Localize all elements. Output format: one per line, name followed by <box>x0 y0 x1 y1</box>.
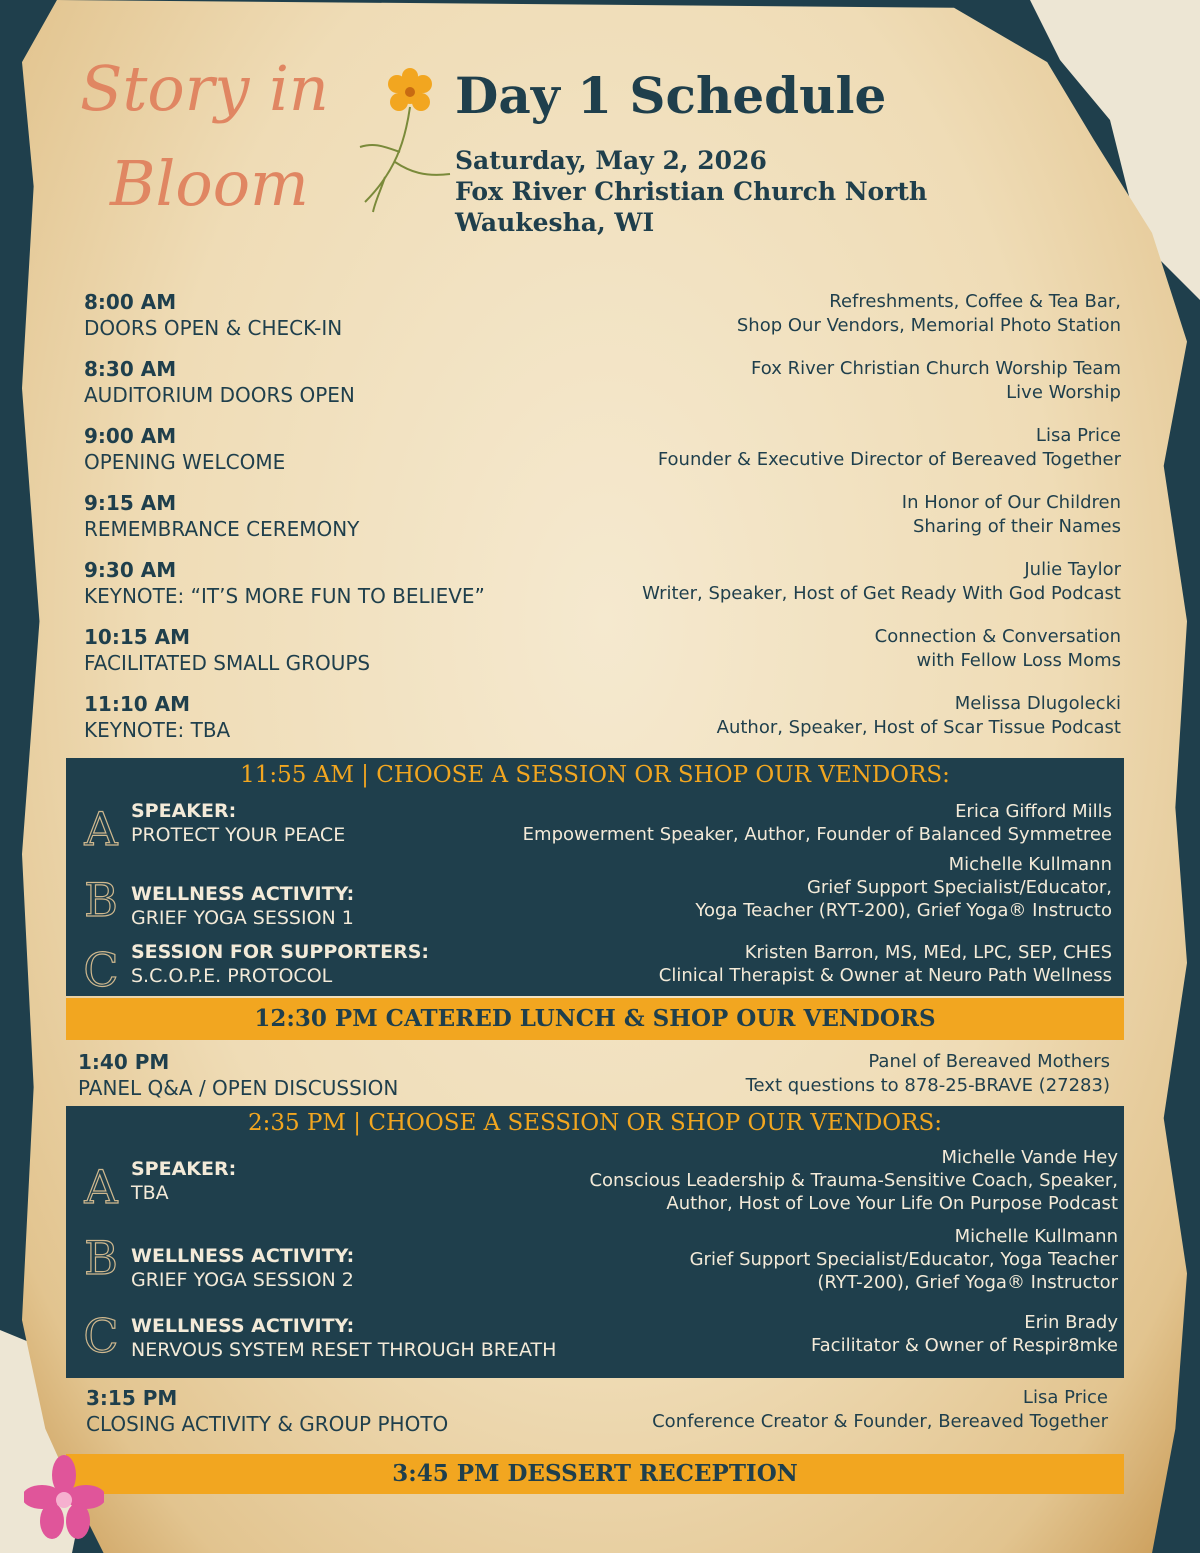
option-type: SPEAKER: <box>131 800 237 822</box>
schedule-event: DOORS OPEN & CHECK-IN <box>84 316 343 340</box>
dessert-banner: 3:45 PM DESSERT RECEPTION <box>66 1454 1124 1494</box>
option-detail: Erin Brady Facilitator & Owner of Respir8mke <box>810 1312 1118 1356</box>
schedule-row <box>84 290 1121 350</box>
option-detail: Michelle Kullmann Grief Support Specialist/Educator, Yoga Teacher (RYT-200), Grief Yoga® Instructo <box>695 854 1112 921</box>
session-option-c <box>76 1311 1118 1371</box>
schedule-detail: Refreshments, Coffee & Tea Bar, Shop Our Vendors, Memorial Photo Station <box>736 291 1121 336</box>
schedule-time: 9:30 AM <box>84 558 177 582</box>
letter-b-icon: B <box>84 1231 118 1285</box>
schedule-detail: Fox River Christian Church Worship Team Live Worship <box>751 358 1121 403</box>
session-option-b <box>76 854 1112 941</box>
schedule-time: 11:10 AM <box>84 692 191 716</box>
schedule-detail: Panel of Bereaved Mothers Text questions to 878-25-BRAVE (27283) <box>745 1051 1110 1096</box>
schedule-time: 8:00 AM <box>84 290 177 314</box>
session-option-c <box>76 941 1112 996</box>
option-type: SESSION FOR SUPPORTERS: <box>131 941 430 963</box>
option-title: GRIEF YOGA SESSION 1 <box>131 907 354 929</box>
schedule-row <box>84 357 1121 417</box>
session-heading: 2:35 PM | CHOOSE A SESSION OR SHOP OUR VENDORS: <box>248 1110 942 1136</box>
option-title: PROTECT YOUR PEACE <box>131 824 346 846</box>
logo-line-1: Story in <box>80 52 329 125</box>
session-heading: 11:55 AM | CHOOSE A SESSION OR SHOP OUR VENDORS: <box>240 762 950 788</box>
option-title: NERVOUS SYSTEM RESET THROUGH BREATH <box>131 1339 557 1361</box>
option-title: S.C.O.P.E. PROTOCOL <box>131 965 333 987</box>
option-type: WELLNESS ACTIVITY: <box>131 1245 355 1267</box>
option-detail: Michelle Kullmann Grief Support Specialist/Educator, Yoga Teacher (RYT-200), Grief Yoga® Instructor <box>689 1226 1118 1293</box>
schedule-detail: Connection & Conversation with Fellow Loss Moms <box>874 626 1121 671</box>
schedule-event: OPENING WELCOME <box>84 450 286 474</box>
option-detail: Erica Gifford Mills Empowerment Speaker, Author, Founder of Balanced Symmetree <box>522 801 1112 845</box>
option-type: WELLNESS ACTIVITY: <box>131 883 355 905</box>
schedule-time: 9:15 AM <box>84 491 177 515</box>
letter-c-icon: C <box>83 943 119 997</box>
schedule-detail: In Honor of Our Children Sharing of their Names <box>901 492 1121 537</box>
option-title: TBA <box>131 1182 169 1204</box>
schedule-time: 3:15 PM <box>86 1386 178 1410</box>
option-detail: Michelle Vande Hey Conscious Leadership & Trauma-Sensitive Coach, Speaker, Author, Host of Love Your Life On Purpose Podcast <box>589 1147 1118 1214</box>
event-venue: Fox River Christian Church North <box>455 177 928 206</box>
schedule-event: REMEMBRANCE CEREMONY <box>84 517 360 541</box>
option-detail: Kristen Barron, MS, MEd, LPC, SEP, CHES Clinical Therapist & Owner at Neuro Path Wellness <box>658 942 1112 986</box>
page-title: Day 1 Schedule <box>455 66 887 125</box>
letter-a-icon: A <box>84 802 118 856</box>
letter-c-icon: C <box>83 1309 119 1363</box>
letter-a-icon: A <box>84 1160 118 1214</box>
event-date: Saturday, May 2, 2026 <box>455 146 767 175</box>
schedule-time: 1:40 PM <box>78 1050 170 1074</box>
schedule-row <box>84 424 1121 484</box>
option-type: SPEAKER: <box>131 1158 237 1180</box>
schedule-row <box>86 1386 1108 1446</box>
schedule-row <box>84 558 1121 618</box>
schedule-time: 9:00 AM <box>84 424 177 448</box>
schedule-detail: Melissa Dlugolecki Author, Speaker, Host of Scar Tissue Podcast <box>716 693 1121 738</box>
schedule-event: PANEL Q&A / OPEN DISCUSSION <box>78 1076 399 1100</box>
schedule-event: KEYNOTE: “IT’S MORE FUN TO BELIEVE” <box>84 584 485 608</box>
option-type: WELLNESS ACTIVITY: <box>131 1315 355 1337</box>
schedule-row <box>84 625 1121 685</box>
session-block-235 <box>66 1106 1124 1378</box>
schedule-event: CLOSING ACTIVITY & GROUP PHOTO <box>86 1412 449 1436</box>
letter-b-icon: B <box>84 873 118 927</box>
session-option-b <box>76 1226 1118 1306</box>
schedule-event: AUDITORIUM DOORS OPEN <box>84 383 355 407</box>
schedule-event: KEYNOTE: TBA <box>84 718 231 742</box>
schedule-row <box>78 1050 1110 1110</box>
session-block-1155 <box>66 758 1124 996</box>
event-city: Waukesha, WI <box>455 208 655 237</box>
schedule-event: FACILITATED SMALL GROUPS <box>84 651 371 675</box>
lunch-banner: 12:30 PM CATERED LUNCH & SHOP OUR VENDORS <box>66 998 1124 1040</box>
pink-flower-icon <box>24 1455 104 1545</box>
schedule-row <box>84 692 1121 752</box>
option-title: GRIEF YOGA SESSION 2 <box>131 1269 354 1291</box>
schedule-time: 8:30 AM <box>84 357 177 381</box>
schedule-row <box>84 491 1121 551</box>
logo-line-2: Bloom <box>110 147 309 220</box>
schedule-detail: Julie Taylor Writer, Speaker, Host of Get Ready With God Podcast <box>642 559 1121 604</box>
schedule-detail: Lisa Price Conference Creator & Founder, Bereaved Together <box>652 1387 1108 1432</box>
schedule-time: 10:15 AM <box>84 625 191 649</box>
schedule-detail: Lisa Price Founder & Executive Director of Bereaved Together <box>657 425 1121 470</box>
story-in-bloom-logo <box>80 52 420 242</box>
session-option-a <box>76 1148 1118 1228</box>
session-option-a <box>76 800 1112 860</box>
